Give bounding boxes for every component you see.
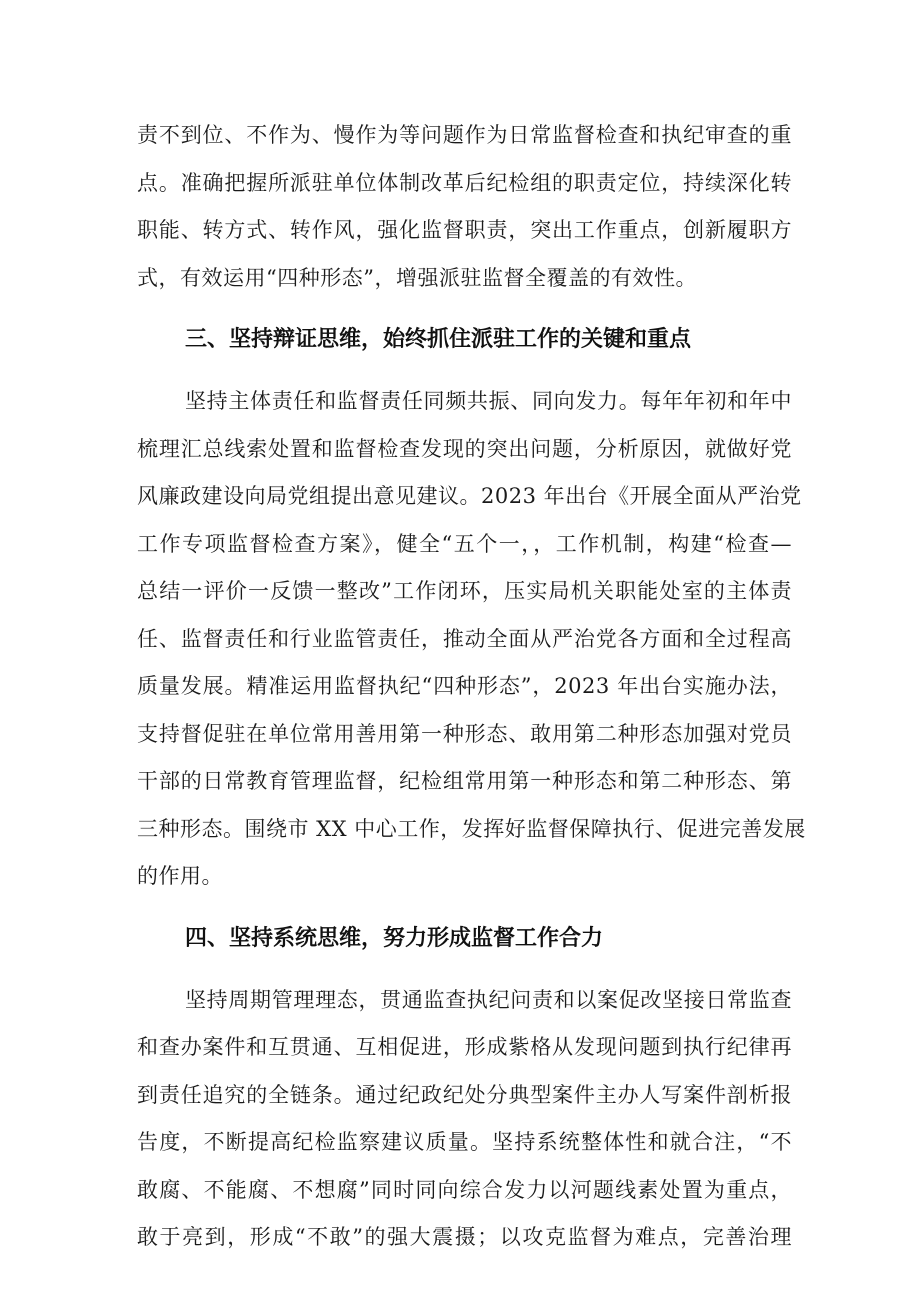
text-line: 三种形态。围绕市 XX 中心工作，发挥好监督保障执行、促进完善发展: [137, 816, 806, 841]
text-line: 点。准确把握所派驻单位体制改革后纪检组的职责定位，持续深化转: [137, 170, 792, 195]
text-line: 任、监督责任和行业监管责任，推动全面从严治党各方面和全过程高: [137, 626, 792, 651]
text-line: 坚持主体责任和监督责任同频共振、同向发力。每年年初和年中: [185, 389, 792, 413]
text-line: 职能、转方式、转作风，强化监督职责，突出工作重点，创新履职方: [137, 218, 792, 242]
paragraph-2: [137, 378, 806, 901]
text-line: 告度，不断提高纪检监察建议质量。坚持系统整体性和就合注，“不: [137, 1130, 792, 1154]
section-heading-3: 三、坚持辩证思维，始终抓住派驻工作的关键和重点: [185, 327, 692, 352]
text-line: 责不到位、不作为、慢作为等问题作为日常监督检查和执纪审查的重: [137, 123, 792, 147]
text-line: 的作用。: [137, 864, 223, 888]
text-line: 干部的日常教育管理监督，纪检组常用第一种形态和第二种形态、第: [137, 769, 792, 793]
text-line: 坚持周期管理理态，贯通监查执纪问责和以案促改坚接日常监查: [185, 987, 792, 1012]
text-line: 和查办案件和互贯通、互相促进，形成紫格从发现问题到执行纪律再: [137, 1035, 792, 1059]
paragraph-3: [137, 977, 792, 1262]
text-line: 敢腐、不能腐、不想腐”同时同向综合发力以河题线素处置为重点，: [137, 1177, 792, 1202]
text-line: 敢于亮到，形成“不敢”的强大震摄；以攻克监督为难点，完善治理: [137, 1225, 792, 1249]
text-line: 工作专项监督检查方案》，健全“五个一，，工作机制，构建“检查—: [137, 531, 792, 556]
text-line: 支持督促驻在单位常用善用第一种形态、敢用第二种形态加强对党员: [137, 721, 792, 746]
paragraph-1: [137, 112, 792, 302]
text-line: 式，有效运用“四种形态”，增强派驻监督全覆盖的有效性。: [137, 265, 697, 290]
text-line: 质量发展。精准运用监督执纪“四种形态”，2023 年出台实施办法，: [137, 674, 792, 698]
text-line: 到责任追究的全链条。通过纪政纪处分典型案件主办人写案件剖析报: [137, 1082, 792, 1107]
section-heading-4: 四、坚持系统思维，努力形成监督工作合力: [185, 925, 604, 951]
text-line: 梳理汇总线索处置和监督检查发现的突出问题，分析原因，就做好党: [137, 436, 792, 461]
text-line: 总结一评价一反馈一整改”工作闭环，压实局机关职能处室的主体责: [137, 579, 792, 603]
document-body: [137, 112, 806, 1262]
text-line: 风廉政建设向局党组提出意见建议。2023 年出台《开展全面从严治党: [137, 484, 802, 508]
